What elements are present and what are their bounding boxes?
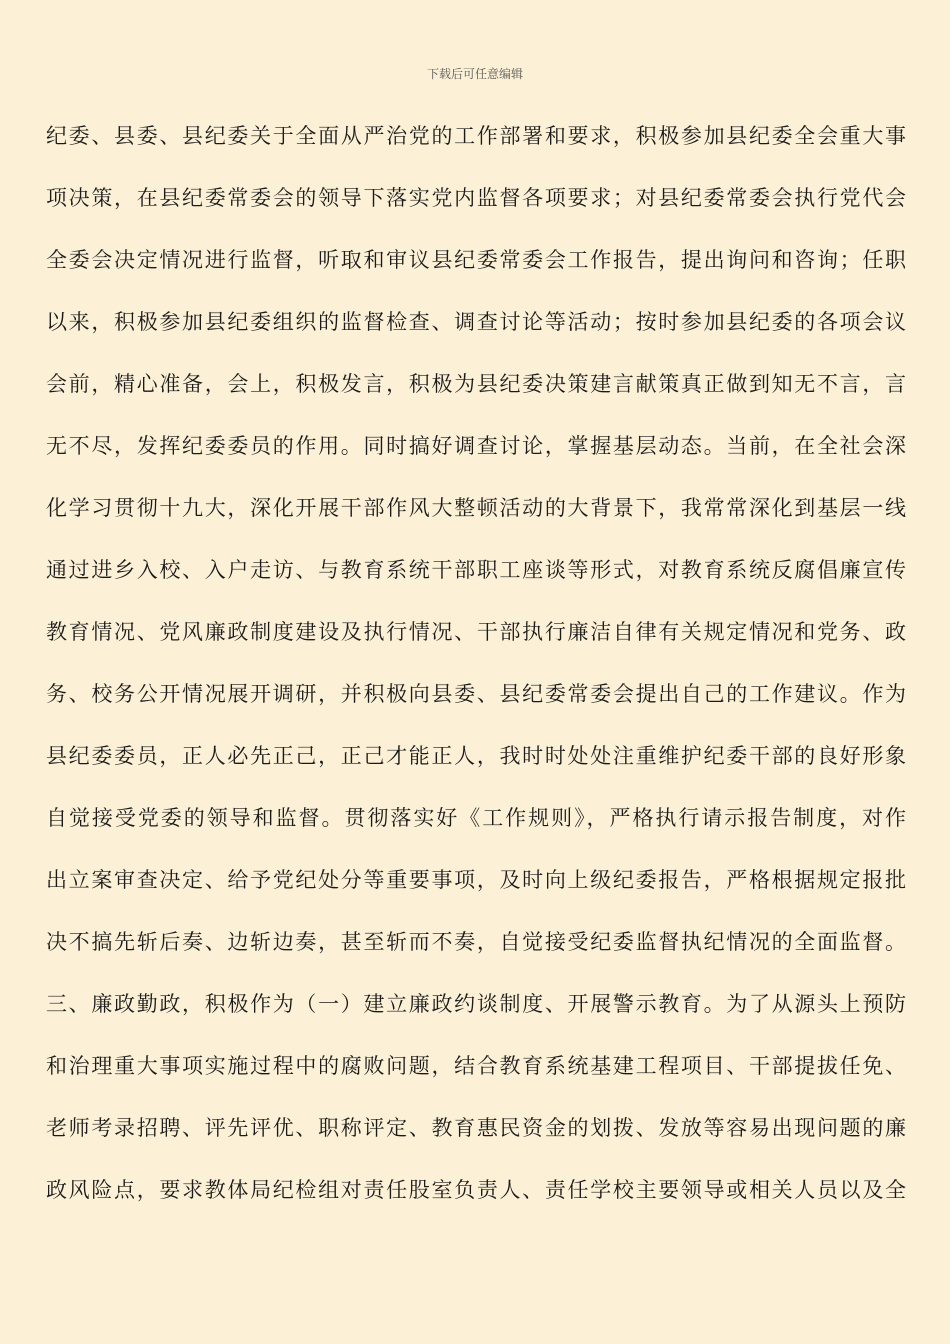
text-line: 通过进乡入校、入户走访、与教育系统干部职工座谈等形式，对教育系统反腐倡廉宣传 — [46, 558, 906, 582]
document-body — [46, 113, 906, 1229]
text-line: 教育情况、党风廉政制度建设及执行情况、干部执行廉洁自律有关规定情况和党务、政 — [46, 620, 906, 644]
text-line: 决不搞先斩后奏、边斩边奏，甚至斩而不奏，自觉接受纪委监督执纪情况的全面监督。 — [46, 930, 906, 954]
text-line: 老师考录招聘、评先评优、职称评定、教育惠民资金的划拨、发放等容易出现问题的廉 — [46, 1116, 906, 1140]
text-line: 以来，积极参加县纪委组织的监督检查、调查讨论等活动；按时参加县纪委的各项会议 — [46, 310, 906, 334]
text-line: 纪委、县委、县纪委关于全面从严治党的工作部署和要求，积极参加县纪委全会重大事 — [46, 124, 906, 148]
text-line: 政风险点，要求教体局纪检组对责任股室负责人、责任学校主要领导或相关人员以及全 — [46, 1178, 906, 1202]
text-line: 化学习贯彻十九大，深化开展干部作风大整顿活动的大背景下，我常常深化到基层一线 — [46, 496, 906, 520]
text-line: 务、校务公开情况展开调研，并积极向县委、县纪委常委会提出自己的工作建议。作为 — [46, 682, 906, 706]
text-line: 无不尽，发挥纪委委员的作用。同时搞好调查讨论，掌握基层动态。当前，在全社会深 — [46, 434, 906, 458]
text-line: 全委会决定情况进行监督，听取和审议县纪委常委会工作报告，提出询问和咨询；任职 — [46, 248, 906, 272]
text-line: 三、廉政勤政，积极作为（一）建立廉政约谈制度、开展警示教育。为了从源头上预防 — [46, 992, 906, 1016]
text-line: 自觉接受党委的领导和监督。贯彻落实好《工作规则》，严格执行请示报告制度，对作 — [46, 806, 906, 830]
text-line: 项决策，在县纪委常委会的领导下落实党内监督各项要求；对县纪委常委会执行党代会 — [46, 186, 906, 210]
page-header: 下载后可任意编辑 — [426, 67, 523, 81]
text-line: 会前，精心准备，会上，积极发言，积极为县纪委决策建言献策真正做到知无不言，言 — [46, 372, 906, 396]
text-line: 和治理重大事项实施过程中的腐败问题，结合教育系统基建工程项目、干部提拔任免、 — [46, 1054, 906, 1078]
text-line: 出立案审查决定、给予党纪处分等重要事项，及时向上级纪委报告，严格根据规定报批 — [46, 868, 906, 892]
text-line: 县纪委委员，正人必先正己，正己才能正人，我时时处处注重维护纪委干部的良好形象 — [46, 744, 906, 768]
